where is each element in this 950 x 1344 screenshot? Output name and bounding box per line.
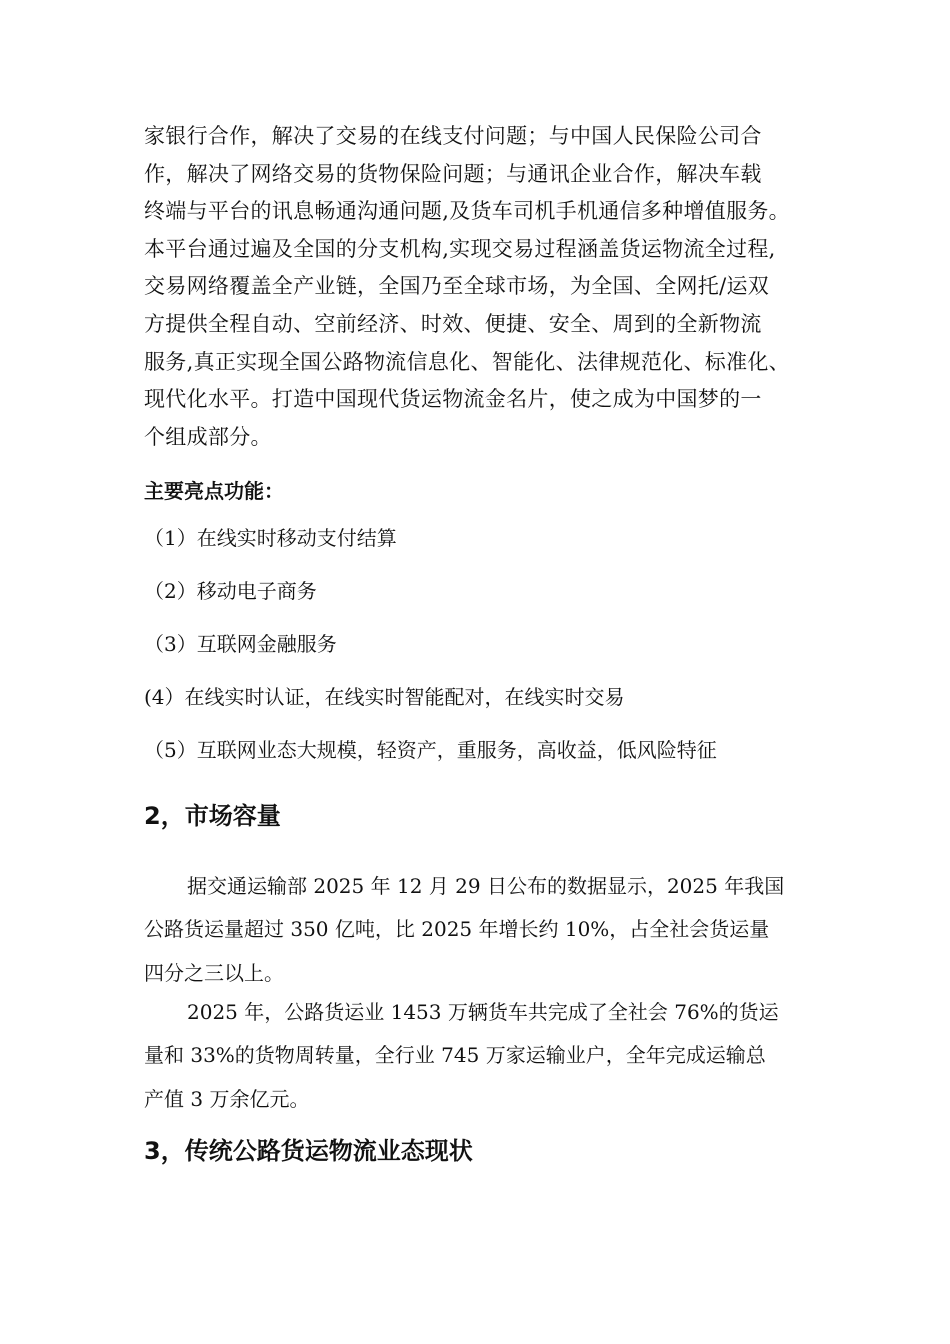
intro-paragraph xyxy=(144,118,814,456)
market-data-paragraph xyxy=(144,865,814,995)
paragraph-line: 量和 33%的货物周转量，全行业 745 万家运输业户，全年完成运输总 xyxy=(144,1043,766,1068)
intro-line: 现代化水平。打造中国现代货运物流金名片，使之成为中国梦的一 xyxy=(144,387,762,412)
intro-line: 本平台通过遍及全国的分支机构,实现交易过程涵盖货运物流全过程, xyxy=(144,236,776,261)
paragraph-line: 公路货运量超过 350 亿吨，比 2025 年增长约 10%，占全社会货运量 xyxy=(144,917,770,942)
intro-line: 作，解决了网络交易的货物保险问题；与通讯企业合作，解决车载 xyxy=(144,161,762,186)
paragraph-line: 2025 年，公路货运业 1453 万辆货车共完成了全社会 76%的货运 xyxy=(187,1000,779,1024)
intro-line: 方提供全程自动、空前经济、时效、便捷、安全、周到的全新物流 xyxy=(144,311,762,336)
feature-item: （5）互联网业态大规模，轻资产，重服务，高收益，低风险特征 xyxy=(144,738,717,762)
intro-line: 服务,真正实现全国公路物流信息化、智能化、法律规范化、标准化、 xyxy=(144,349,790,374)
feature-item: （3）互联网金融服务 xyxy=(144,632,337,656)
intro-line: 家银行合作，解决了交易的在线支付问题；与中国人民保险公司合 xyxy=(144,124,762,148)
freight-stats-paragraph xyxy=(144,991,814,1121)
intro-line: 交易网络覆盖全产业链，全国乃至全球市场，为全国、全网托/运双 xyxy=(144,274,770,299)
feature-item: （2）移动电子商务 xyxy=(144,579,317,603)
features-heading: 主要亮点功能： xyxy=(144,479,284,503)
intro-line: 个组成部分。 xyxy=(144,424,272,449)
section-heading-industry-status: 3，传统公路货运物流业态现状 xyxy=(144,1137,473,1165)
paragraph-line: 据交通运输部 2025 年 12 月 29 日公布的数据显示，2025 年我国 xyxy=(187,874,785,898)
paragraph-line: 四分之三以上。 xyxy=(144,960,284,985)
paragraph-line: 产值 3 万余亿元。 xyxy=(144,1086,310,1111)
features-list xyxy=(144,522,717,787)
feature-item: (4）在线实时认证，在线实时智能配对，在线实时交易 xyxy=(144,685,625,709)
intro-line: 终端与平台的讯息畅通沟通问题,及货车司机手机通信多种增值服务。 xyxy=(144,199,790,224)
feature-item: （1）在线实时移动支付结算 xyxy=(144,526,397,550)
section-heading-market-capacity: 2，市场容量 xyxy=(144,802,281,830)
